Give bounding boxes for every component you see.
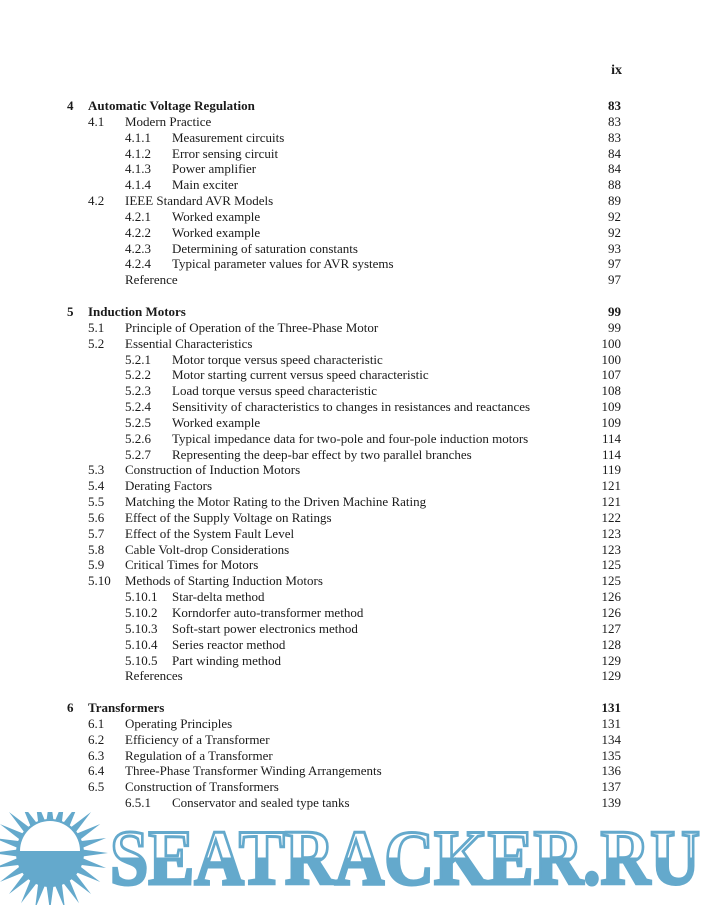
entry-number: 5.10.4 (125, 636, 158, 652)
toc-entry[interactable] (0, 732, 712, 748)
entry-number: 5.2.7 (125, 446, 151, 462)
entry-page: 93 (608, 240, 621, 256)
entry-title: IEEE Standard AVR Models (125, 193, 274, 209)
entry-page: 108 (601, 383, 621, 399)
toc-entry[interactable] (0, 161, 712, 177)
entry-number: 4.1.1 (125, 129, 151, 145)
entry-number: 5.10 (88, 573, 111, 589)
entry-number: 5.10.3 (125, 620, 158, 636)
entry-page: 123 (601, 525, 621, 541)
entry-number: 5.10.2 (125, 605, 158, 620)
entry-title: Construction of Induction Motors (125, 462, 301, 478)
entry-number: 4 (67, 98, 74, 113)
toc-entry[interactable] (0, 209, 712, 225)
entry-page: 100 (601, 351, 621, 367)
toc-entry[interactable] (0, 494, 712, 510)
toc-entry[interactable] (0, 352, 712, 368)
toc-entry[interactable] (0, 763, 712, 779)
entry-page: 84 (608, 161, 621, 177)
entry-title: Induction Motors (88, 303, 186, 319)
toc-entry[interactable] (0, 130, 712, 146)
entry-title: Operating Principles (125, 715, 233, 731)
entry-number: 5.2.2 (125, 367, 151, 383)
entry-title: Typical parameter values for AVR systems (172, 256, 394, 272)
toc-entry[interactable] (0, 510, 712, 526)
entry-page: 139 (601, 795, 621, 811)
toc-entry[interactable] (0, 336, 712, 352)
entry-title: Construction of Transformers (125, 779, 279, 795)
toc-entry[interactable] (0, 399, 712, 415)
entry-page: 107 (601, 367, 621, 383)
entry-page: 125 (601, 573, 621, 589)
entry-number: 5.10.1 (125, 589, 158, 605)
entry-number: 4.2 (88, 193, 105, 209)
toc-chapter[interactable] (0, 700, 712, 716)
entry-number: 5.2.6 (125, 430, 151, 446)
toc-entry[interactable] (0, 589, 712, 605)
entry-number: 6.2 (88, 731, 105, 747)
toc-entry[interactable] (0, 605, 712, 621)
entry-title: Star-delta method (172, 589, 265, 605)
entry-title: Load torque versus speed characteristic (172, 383, 378, 399)
entry-title: Cable Volt-drop Considerations (125, 541, 290, 557)
toc-chapter[interactable] (0, 98, 712, 114)
entry-page: 137 (601, 779, 621, 795)
page-number: ix (611, 63, 622, 78)
toc-entry[interactable] (0, 447, 712, 463)
entry-title: Matching the Motor Rating to the Driven Machine Rating (125, 494, 427, 510)
entry-page: 109 (601, 414, 621, 430)
entry-page: 127 (601, 620, 621, 636)
entry-number: 6 (67, 700, 74, 716)
entry-page: 114 (601, 430, 621, 446)
entry-number: 4.2.4 (125, 256, 151, 272)
entry-number: 5.1 (88, 319, 105, 335)
entry-title: Error sensing circuit (172, 145, 279, 161)
entry-title: Main exciter (172, 177, 239, 193)
toc-entry[interactable] (0, 542, 712, 558)
entry-title: Modern Practice (125, 113, 212, 129)
entry-title: Korndorfer auto-transformer method (172, 605, 364, 620)
toc-entry[interactable] (0, 225, 712, 241)
entry-title: Power amplifier (172, 161, 257, 177)
toc-entry[interactable] (0, 431, 712, 447)
entry-page: 89 (608, 193, 621, 209)
entry-page: 109 (601, 399, 621, 415)
entry-page: 97 (608, 256, 621, 272)
entry-page: 123 (601, 541, 621, 557)
toc-entry[interactable] (0, 241, 712, 257)
entry-number: 5.2.3 (125, 383, 151, 399)
entry-page: 83 (608, 113, 621, 129)
entry-page: 128 (601, 636, 621, 652)
toc-entry[interactable] (0, 415, 712, 431)
entry-title: Worked example (172, 224, 261, 240)
entry-number: 4.2.2 (125, 224, 151, 240)
entry-number: 5 (67, 303, 74, 319)
entry-page: 126 (601, 605, 621, 620)
entry-title: Measurement circuits (172, 129, 285, 145)
toc-entry[interactable] (0, 462, 712, 478)
entry-page: 100 (601, 335, 621, 351)
entry-page: 99 (608, 303, 621, 319)
watermark-logo (0, 812, 712, 905)
entry-title: Reference (125, 272, 178, 288)
entry-page: 121 (601, 494, 621, 510)
toc-entry[interactable] (0, 573, 712, 589)
entry-title: Motor starting current versus speed characteristic (172, 367, 429, 383)
toc-entry[interactable] (0, 748, 712, 764)
toc-entry[interactable] (0, 383, 712, 399)
entry-title: Worked example (172, 414, 261, 430)
entry-title: Methods of Starting Induction Motors (125, 573, 323, 589)
entry-title: Automatic Voltage Regulation (88, 98, 255, 113)
entry-title: Essential Characteristics (125, 335, 253, 351)
toc-entry[interactable] (0, 320, 712, 336)
entry-number: 4.2.1 (125, 208, 151, 224)
entry-number: 6.3 (88, 747, 105, 763)
entry-number: 6.5 (88, 779, 105, 795)
entry-number: 5.7 (88, 525, 105, 541)
toc-chapter[interactable] (0, 304, 712, 320)
entry-page: 92 (608, 208, 621, 224)
entry-page: 131 (601, 715, 621, 731)
entry-title: Critical Times for Motors (125, 557, 259, 573)
entry-number: 5.2.1 (125, 351, 151, 367)
toc-entry[interactable] (0, 114, 712, 130)
entry-page: 114 (601, 446, 621, 462)
sun-icon (0, 812, 108, 905)
entry-title: Worked example (172, 208, 261, 224)
toc-entry[interactable] (0, 716, 712, 732)
entry-page: 83 (608, 129, 621, 145)
entry-title: Series reactor method (172, 636, 286, 652)
toc-entry[interactable] (0, 526, 712, 542)
entry-page: 84 (608, 145, 621, 161)
entry-page: 92 (608, 224, 621, 240)
entry-title: Conservator and sealed type tanks (172, 795, 350, 811)
entry-title: Three-Phase Transformer Winding Arrangements (125, 763, 382, 779)
entry-number: 5.2.4 (125, 399, 151, 415)
toc-entry[interactable] (0, 637, 712, 653)
entry-number: 4.1 (88, 113, 105, 129)
entry-title: Transformers (88, 700, 165, 716)
entry-page: 119 (601, 462, 621, 478)
toc-entry[interactable] (0, 795, 712, 811)
toc-entry[interactable] (0, 621, 712, 637)
toc-entry[interactable] (0, 367, 712, 383)
entry-number: 5.4 (88, 478, 105, 494)
entry-page: 134 (601, 731, 621, 747)
entry-page: 97 (608, 272, 621, 288)
watermark-lettering: SEATRACKER.RU (110, 814, 700, 901)
entry-number: 5.6 (88, 509, 105, 525)
entry-number: 5.5 (88, 494, 105, 510)
entry-number: 6.4 (88, 763, 105, 779)
entry-title: Derating Factors (125, 478, 213, 494)
entry-number: 5.9 (88, 557, 105, 573)
entry-number: 4.1.3 (125, 161, 151, 177)
entry-page: 125 (601, 557, 621, 573)
entry-title: Part winding method (172, 652, 282, 668)
entry-title: Soft-start power electronics method (172, 620, 358, 636)
entry-number: 6.1 (88, 715, 105, 731)
entry-title: Typical impedance data for two-pole and four-pole induction motors (172, 430, 529, 446)
spacer (0, 288, 712, 304)
entry-title: Effect of the System Fault Level (125, 525, 295, 541)
toc-entry[interactable] (0, 557, 712, 573)
entry-page: 83 (608, 98, 621, 113)
entry-page: 121 (601, 478, 621, 494)
spacer (0, 684, 712, 700)
entry-page: 136 (601, 763, 621, 779)
entry-page: 88 (608, 177, 621, 193)
entry-page: 122 (601, 509, 621, 525)
table-of-contents (0, 98, 712, 811)
entry-number: 4.1.2 (125, 145, 151, 161)
entry-page: 126 (601, 589, 621, 605)
entry-number: 5.2 (88, 335, 105, 351)
entry-title: Regulation of a Transformer (125, 747, 273, 763)
entry-page: 131 (601, 700, 621, 716)
entry-page: 99 (608, 319, 621, 335)
entry-number: 6.5.1 (125, 795, 151, 811)
entry-title: Sensitivity of characteristics to changes in resistances and reactances (172, 399, 531, 415)
entry-page: 135 (601, 747, 621, 763)
toc-entry[interactable] (0, 146, 712, 162)
entry-title: Motor torque versus speed characteristic (172, 351, 383, 367)
toc-entry[interactable] (0, 193, 712, 209)
entry-page: 129 (601, 652, 621, 668)
entry-number: 4.1.4 (125, 177, 151, 193)
toc-entry[interactable] (0, 478, 712, 494)
toc-entry[interactable] (0, 779, 712, 795)
entry-title: Efficiency of a Transformer (125, 731, 270, 747)
entry-title: References (125, 668, 183, 684)
entry-number: 5.8 (88, 541, 105, 557)
toc-entry[interactable] (0, 653, 712, 669)
entry-page: 129 (601, 668, 621, 684)
entry-title: Representing the deep-bar effect by two parallel branches (172, 446, 472, 462)
entry-title: Effect of the Supply Voltage on Ratings (125, 509, 332, 525)
entry-number: 4.2.3 (125, 240, 151, 256)
toc-entry[interactable] (0, 256, 712, 272)
entry-title: Principle of Operation of the Three-Phase Motor (125, 319, 379, 335)
toc-entry[interactable] (0, 177, 712, 193)
entry-number: 5.10.5 (125, 652, 158, 668)
entry-number: 5.2.5 (125, 414, 151, 430)
entry-title: Determining of saturation constants (172, 240, 358, 256)
entry-number: 5.3 (88, 462, 105, 478)
toc-entry[interactable] (0, 668, 712, 684)
toc-entry[interactable] (0, 272, 712, 288)
